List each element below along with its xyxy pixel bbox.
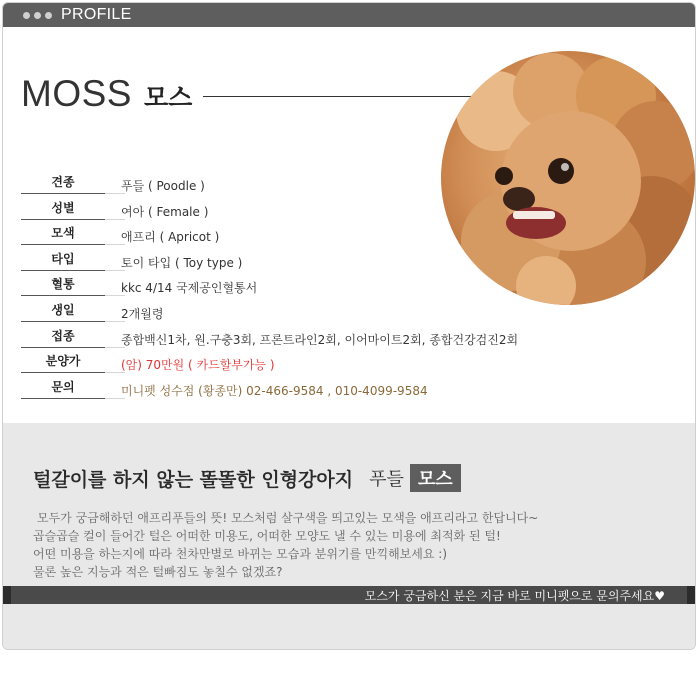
window-dots-icon <box>45 12 52 19</box>
info-label: 타입 <box>21 250 105 271</box>
window-dots-icon <box>23 12 30 19</box>
description-line: 모두가 궁금해하던 애프리푸들의 뜻! 모스처럼 살구색을 띄고있는 모색을 애프리라고 한답니다~ <box>37 511 539 525</box>
intro-headline <box>33 464 461 492</box>
name-badge: 모스 <box>410 464 461 492</box>
intro-description <box>33 509 673 581</box>
info-value: 여아 ( Female ) <box>121 204 209 219</box>
description-line: 곱슬곱슬 컬이 들어간 털은 어떠한 미용도, 어떠한 모양도 낼 수 있는 미용에 최적화 된 털! <box>33 529 501 543</box>
info-label: 생일 <box>21 301 105 322</box>
header-title: PROFILE <box>61 6 132 23</box>
headline-breed: 푸들 <box>369 469 404 490</box>
contact-value[interactable]: 미니펫 성수점 (황종만) 02-466-9584 , 010-4099-9584 <box>121 383 428 398</box>
info-label: 문의 <box>21 378 105 399</box>
pet-name-korean: 모스 <box>143 83 193 112</box>
info-value: kkc 4/14 국제공인혈통서 <box>121 281 258 296</box>
intro-panel <box>3 423 695 649</box>
info-label: 모색 <box>21 224 105 245</box>
info-label: 견종 <box>21 173 105 194</box>
page-title <box>21 73 192 115</box>
info-label: 분양가 <box>21 352 105 373</box>
profile-header-bar <box>3 3 695 27</box>
info-value: 토이 타입 ( Toy type ) <box>121 255 243 270</box>
info-value: 2개월령 <box>121 306 164 321</box>
description-line: 물론 높은 지능과 적은 털빠짐도 놓칠수 없겠죠? <box>33 565 283 579</box>
info-value: 푸들 ( Poodle ) <box>121 179 205 193</box>
title-divider <box>203 96 471 97</box>
info-value: 종합백신1차, 원.구충3회, 프론트라인2회, 이어마이트2회, 종합건강검진2회 <box>121 332 519 347</box>
info-label: 성별 <box>21 199 105 220</box>
window-dots-icon <box>34 12 41 19</box>
description-line: 어떤 미용을 하는지에 따라 천차만별로 바뀌는 모습과 분위기를 만끽해보세요 :) <box>33 547 448 561</box>
info-label: 접종 <box>21 327 105 348</box>
profile-card <box>2 2 696 650</box>
pet-name-english: MOSS <box>21 73 132 114</box>
info-value: 애프리 ( Apricot ) <box>121 230 220 245</box>
poodle-photo <box>441 51 695 305</box>
info-label: 혈통 <box>21 275 105 296</box>
contact-cta-bar <box>3 586 695 604</box>
price-value: (암) 70만원 ( 카드할부가능 ) <box>121 358 275 373</box>
headline-text: 털갈이를 하지 않는 똘똘한 인형강아지 <box>33 468 354 491</box>
poodle-illustration <box>441 51 695 305</box>
cta-text[interactable]: 모스가 궁금하신 분은 지금 바로 미니펫으로 문의주세요♥ <box>364 589 665 603</box>
